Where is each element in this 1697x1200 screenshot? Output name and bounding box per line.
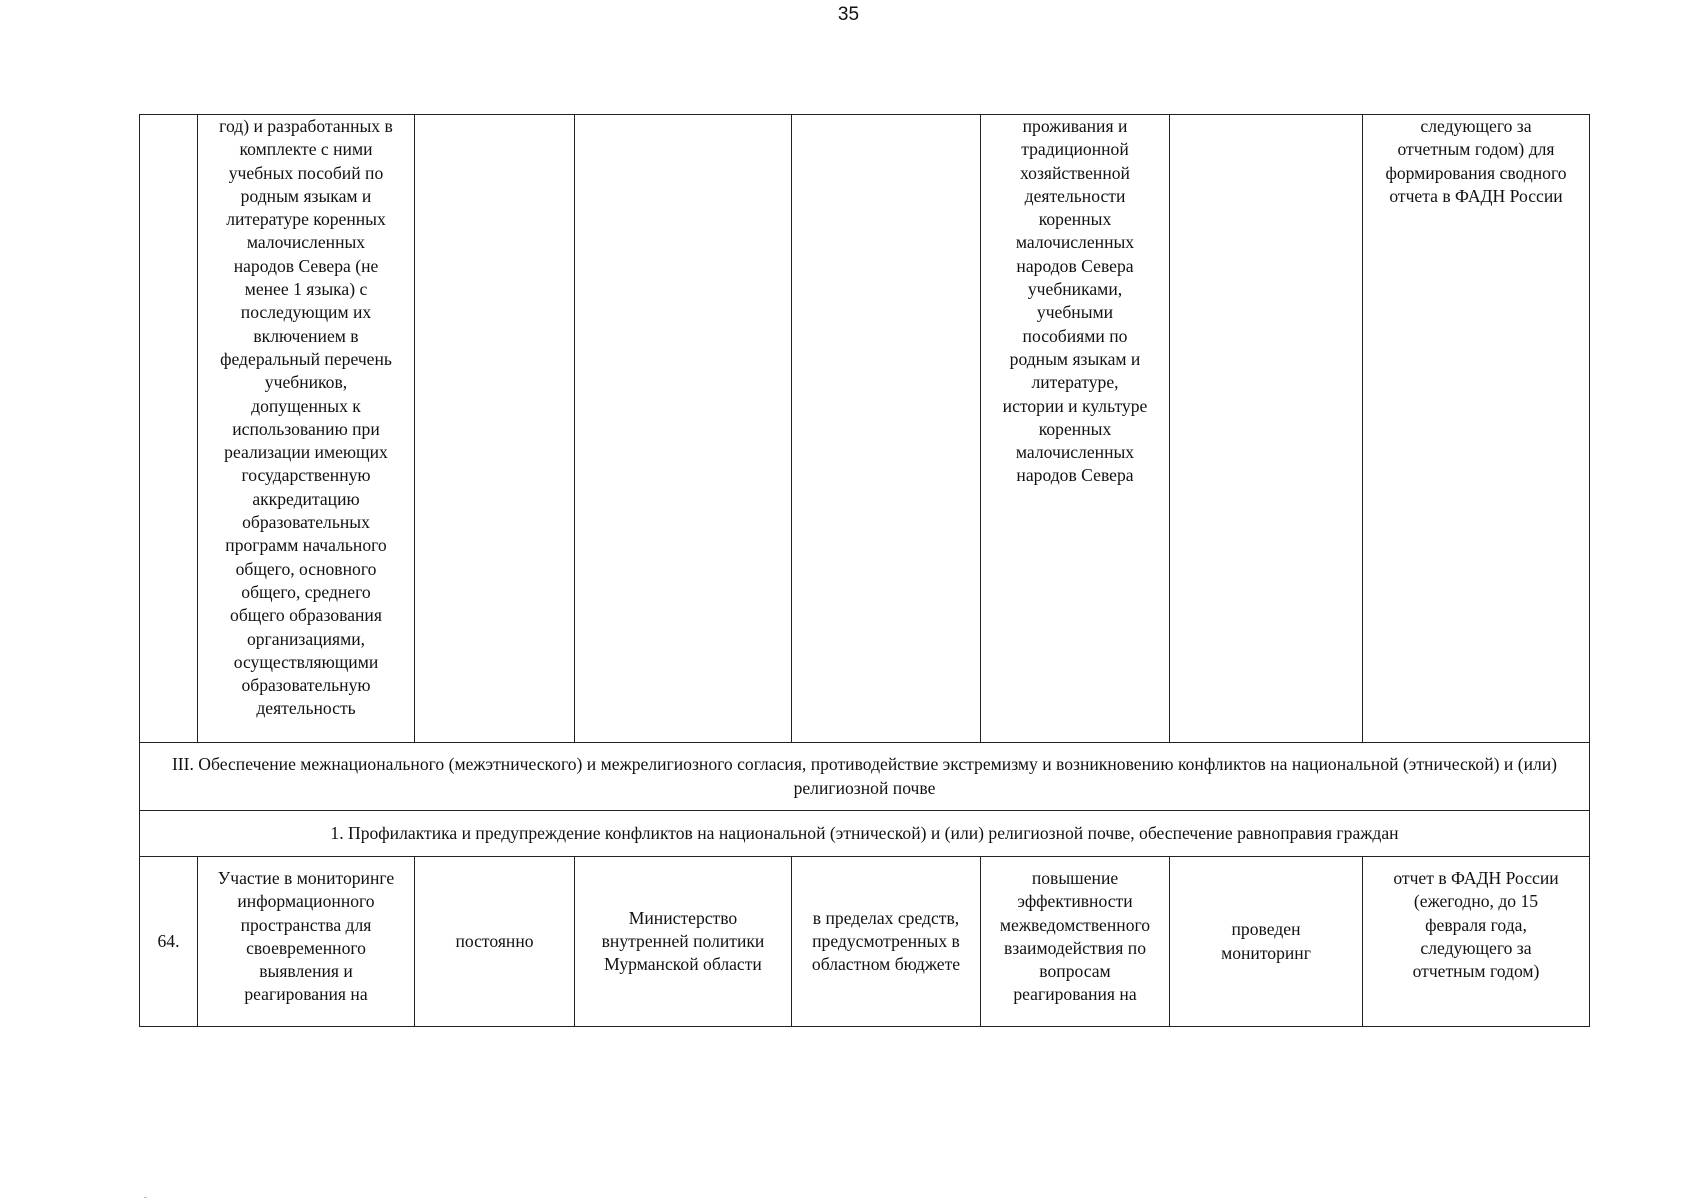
table-row-continued — [140, 115, 1590, 743]
subsection-heading-row — [140, 811, 1590, 857]
cell-indicator-64: проведен мониторинг — [1170, 857, 1363, 1027]
cell-report: следующего за отчетным годом) для формирования сводного отчета в ФАДН России — [1363, 115, 1590, 743]
scan-mark — [144, 1197, 147, 1198]
cell-description-64: Участие в мониторинге информационного пространства для своевременного выявления и реагирования на — [198, 857, 415, 1027]
cell-funding-64: в пределах средств, предусмотренных в областном бюджете — [792, 857, 981, 1027]
cell-period-64: постоянно — [415, 857, 575, 1027]
plan-table — [139, 114, 1590, 1027]
section-heading: III. Обеспечение межнационального (межэтнического) и межрелигиозного согласия, противодействие экстремизму и возникновению конфликтов на национальной (этнической) и (или) религиозной почве — [140, 743, 1590, 811]
subsection-heading: 1. Профилактика и предупреждение конфликтов на национальной (этнической) и (или) религиозной почве, обеспечение равноправия граждан — [140, 811, 1590, 857]
cell-description: год) и разработанных в комплекте с ними учебных пособий по родным языкам и литературе коренных малочисленных народов Севера (не менее 1 языка) с последующим их включением в федеральный перечень учебников, допущенных к использованию при реализации имеющих государственную аккредитацию образовательных программ начального общего, основного общего, среднего общего образования организациями, осуществляющими образовательную деятельность — [198, 115, 415, 743]
cell-executor-empty — [575, 115, 792, 743]
section-heading-row — [140, 743, 1590, 811]
cell-result: проживания и традиционной хозяйственной деятельности коренных малочисленных народов Севера учебниками, учебными пособиями по родным языкам и литературе, истории и культуре коренных малочисленных народов Севера — [981, 115, 1170, 743]
cell-number-64: 64. — [140, 857, 198, 1027]
cell-report-64: отчет в ФАДН России (ежегодно, до 15 февраля года, следующего за отчетным годом) — [1363, 857, 1590, 1027]
cell-funding-empty — [792, 115, 981, 743]
table-row-64 — [140, 857, 1590, 1027]
page-number: 35 — [837, 4, 860, 25]
cell-indicator-empty — [1170, 115, 1363, 743]
cell-result-64: повышение эффективности межведомственного взаимодействия по вопросам реагирования на — [981, 857, 1170, 1027]
cell-executor-64: Министерство внутренней политики Мурманской области — [575, 857, 792, 1027]
cell-period-empty — [415, 115, 575, 743]
cell-number-empty — [140, 115, 198, 743]
